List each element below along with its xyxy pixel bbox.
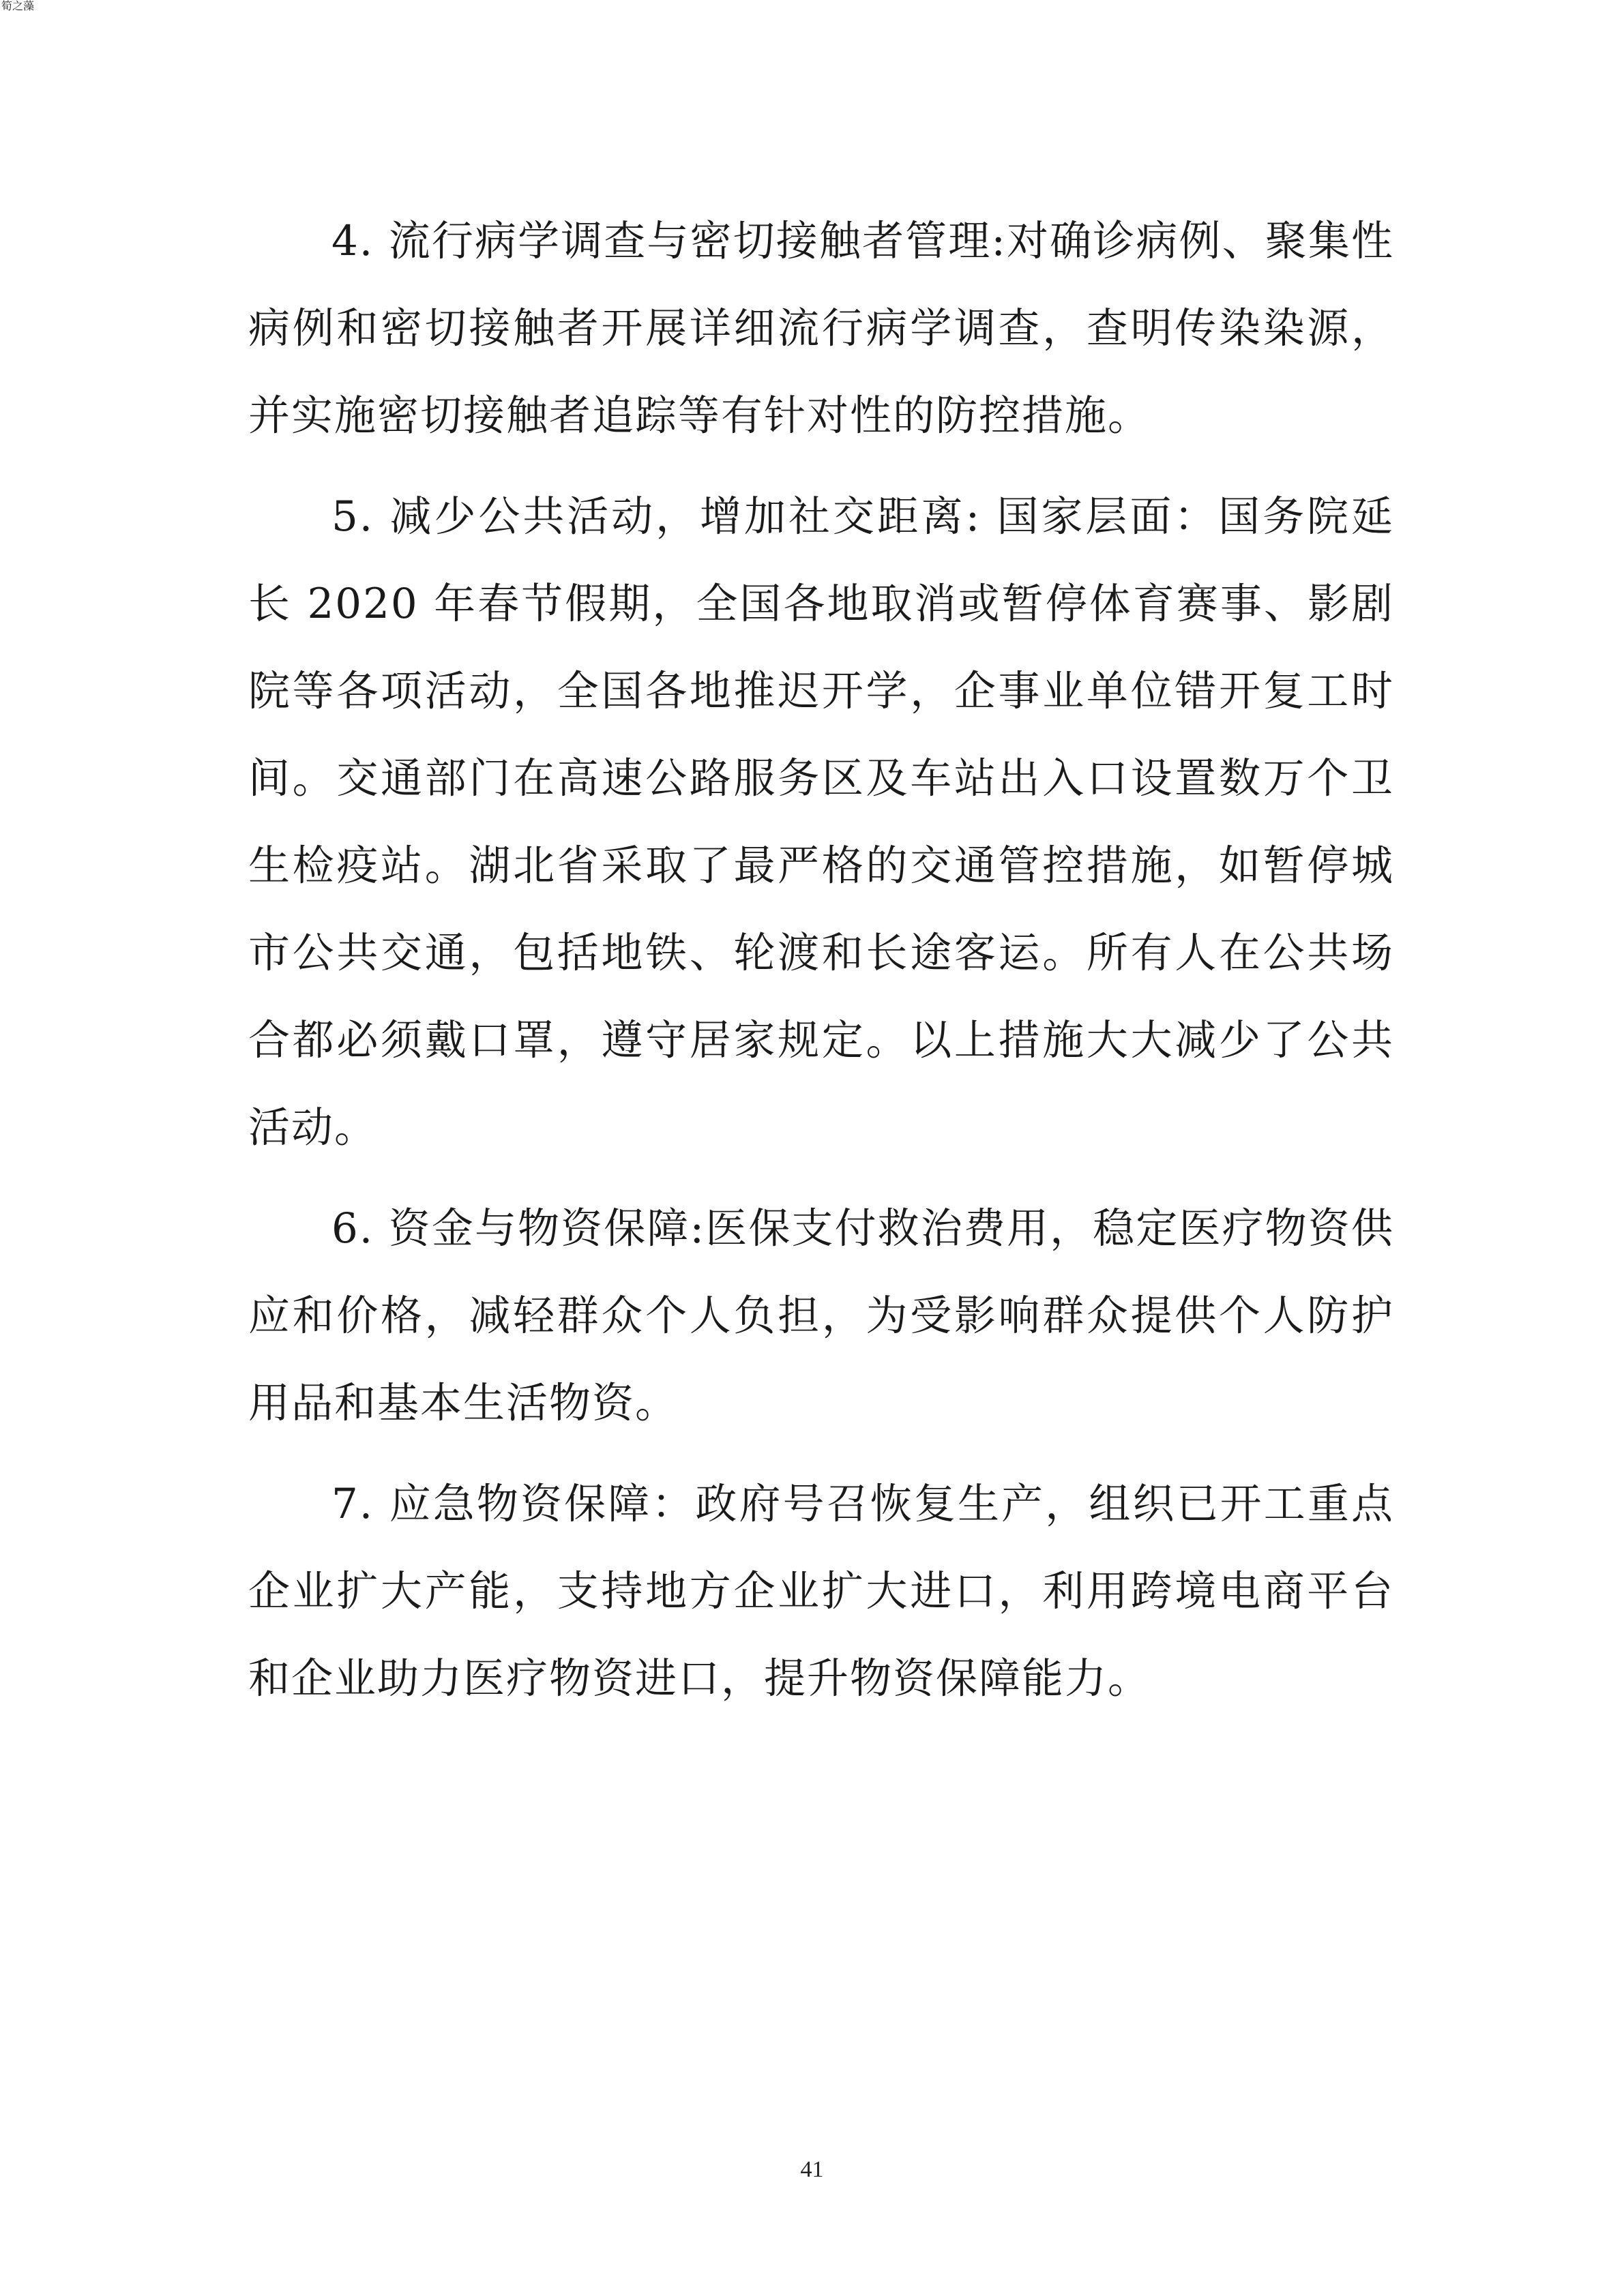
paragraph-funding-supplies: 6. 资金与物资保障:医保支付救治费用，稳定医疗物资供应和价格，减轻群众个人负担，为受影响群众提供个人防护用品和基本生活物资。 xyxy=(248,1204,1394,1427)
corner-mark-text: 筍之藻 xyxy=(1,0,35,12)
document-body xyxy=(248,198,1394,1723)
page-number: 41 xyxy=(800,2157,824,2182)
paragraph-reduce-public-activities: 5. 减少公共活动，增加社交距离: 国家层面：国务院延长 2020 年春节假期，全国各地取消或暂停体育赛事、影剧院等各项活动，全国各地推迟开学，企事业单位错开复工时间。交通部门在高速公路服务区及车站出入口设置数万个卫生检疫站。湖北省采取了最严格的交通管控措施，如暂停城市公共交通，包括地铁、轮渡和长途客运。所有人在公共场合都必须戴口罩，遵守居家规定。以上措施大大减少了公共活动。 xyxy=(248,492,1394,1152)
paragraph-epidemiological-investigation: 4. 流行病学调查与密切接触者管理:对确诊病例、聚集性病例和密切接触者开展详细流行病学调查，查明传染染源，并实施密切接触者追踪等有针对性的防控措施。 xyxy=(248,217,1394,440)
paragraph-emergency-supplies: 7. 应急物资保障：政府号召恢复生产，组织已开工重点企业扩大产能，支持地方企业扩大进口，利用跨境电商平台和企业助力医疗物资进口，提升物资保障能力。 xyxy=(248,1480,1394,1703)
